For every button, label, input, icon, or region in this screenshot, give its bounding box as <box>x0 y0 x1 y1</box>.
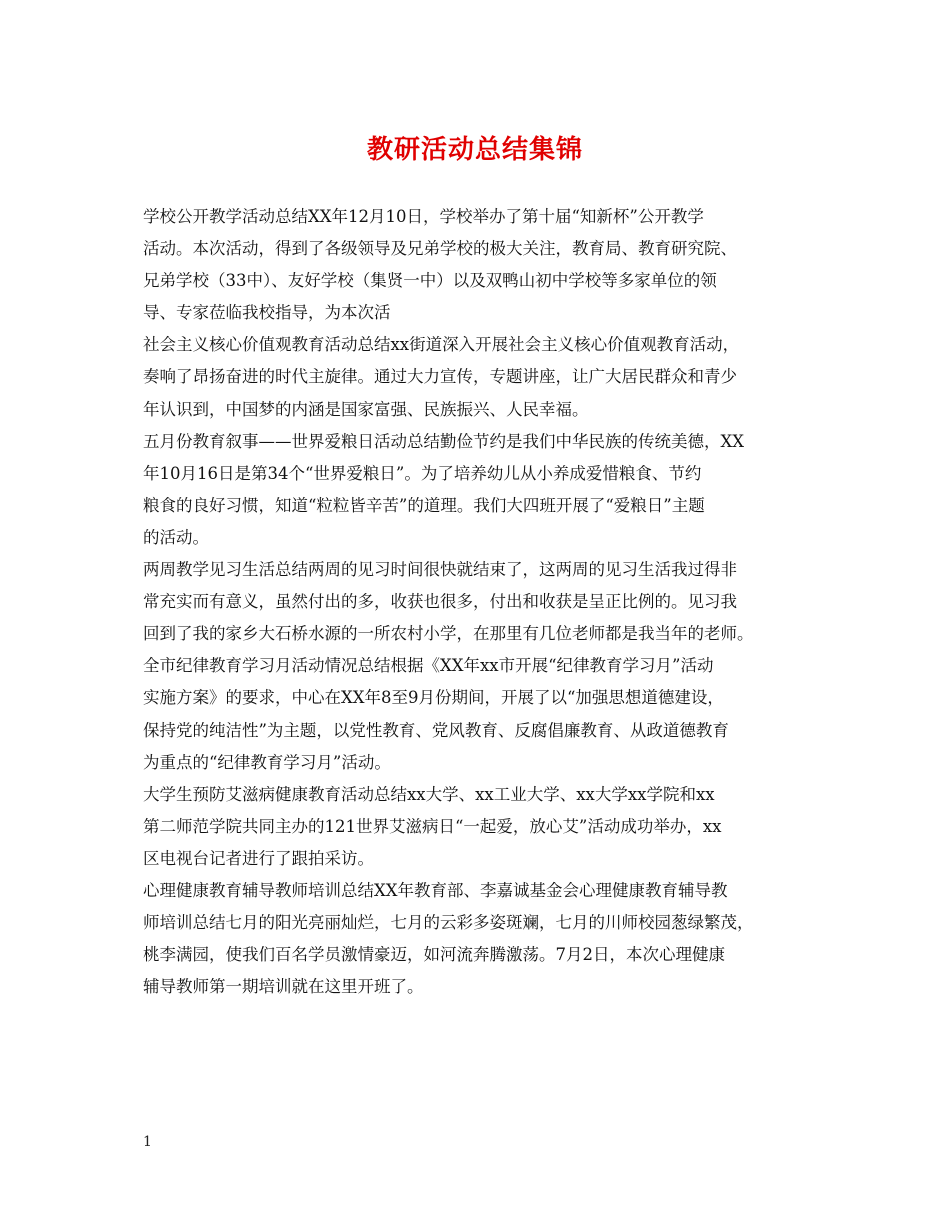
body-line: 导、专家莅临我校指导，为本次活 <box>143 303 391 323</box>
document-title: 教研活动总结集锦 <box>366 135 583 165</box>
body-line: 五月份教育叙事——世界爱粮日活动总结勤俭节约是我们中华民族的传统美德，XX <box>143 431 744 451</box>
body-line: 兄弟学校（33中）、友好学校（集贤一中）以及双鸭山初中学校等多家单位的领 <box>143 271 717 291</box>
body-line: 粮食的良好习惯，知道“粒粒皆辛苦”的道理。我们大四班开展了“爱粮日”主题 <box>143 495 705 515</box>
body-line: 的活动。 <box>143 527 209 547</box>
body-line: 心理健康教育辅导教师培训总结XX年教育部、李嘉诚基金会心理健康教育辅导教 <box>143 880 728 900</box>
body-line: 年认识到，中国梦的内涵是国家富强、民族振兴、人民幸福。 <box>143 399 589 419</box>
body-line: 全市纪律教育学习月活动情况总结根据《XX年xx市开展“纪律教育学习月”活动 <box>143 656 714 676</box>
body-line: 第二师范学院共同主办的121世界艾滋病日“一起爱，放心艾”活动成功举办，xx <box>143 816 722 836</box>
body-line: 辅导教师第一期培训就在这里开班了。 <box>143 977 424 997</box>
body-line: 实施方案》的要求，中心在XX年8至9月份期间，开展了以“加强思想道德建设， <box>143 688 724 708</box>
body-line: 大学生预防艾滋病健康教育活动总结xx大学、xx工业大学、xx大学xx学院和xx <box>143 784 715 804</box>
body-line: 回到了我的家乡大石桥水源的一所农村小学，在那里有几位老师都是我当年的老师。 <box>143 624 754 644</box>
page-number: 1 <box>143 1134 152 1150</box>
body-line: 桃李满园，使我们百名学员激情豪迈，如河流奔腾激荡。7月2日，本次心理健康 <box>143 945 725 965</box>
body-line: 师培训总结七月的阳光亮丽灿烂，七月的云彩多姿斑斓，七月的川师校园葱绿繁茂， <box>143 913 754 933</box>
body-line: 保持党的纯洁性”为主题，以党性教育、党风教育、反腐倡廉教育、从政道德教育 <box>143 720 729 740</box>
body-line: 为重点的“纪律教育学习月”活动。 <box>143 752 391 772</box>
body-line: 学校公开教学活动总结XX年12月10日，学校举办了第十届“知新杯”公开教学 <box>143 207 704 226</box>
body-line: 年10月16日是第34个“世界爱粮日”。为了培养幼儿从小养成爱惜粮食、节约 <box>143 463 702 483</box>
body-line: 常充实而有意义，虽然付出的多，收获也很多，付出和收获是呈正比例的。见习我 <box>143 592 737 612</box>
body-line: 区电视台记者进行了跟拍采访。 <box>143 848 374 868</box>
body-line: 两周教学见习生活总结两周的见习时间很快就结束了，这两周的见习生活我过得非 <box>143 560 737 580</box>
body-line: 活动。本次活动，得到了各级领导及兄弟学校的极大关注，教育局、教育研究院、 <box>143 239 737 259</box>
body-line: 奏响了昂扬奋进的时代主旋律。通过大力宣传，专题讲座，让广大居民群众和青少 <box>143 367 737 387</box>
document-body <box>143 201 823 1003</box>
body-line: 社会主义核心价值观教育活动总结xx街道深入开展社会主义核心价值观教育活动， <box>143 335 740 355</box>
